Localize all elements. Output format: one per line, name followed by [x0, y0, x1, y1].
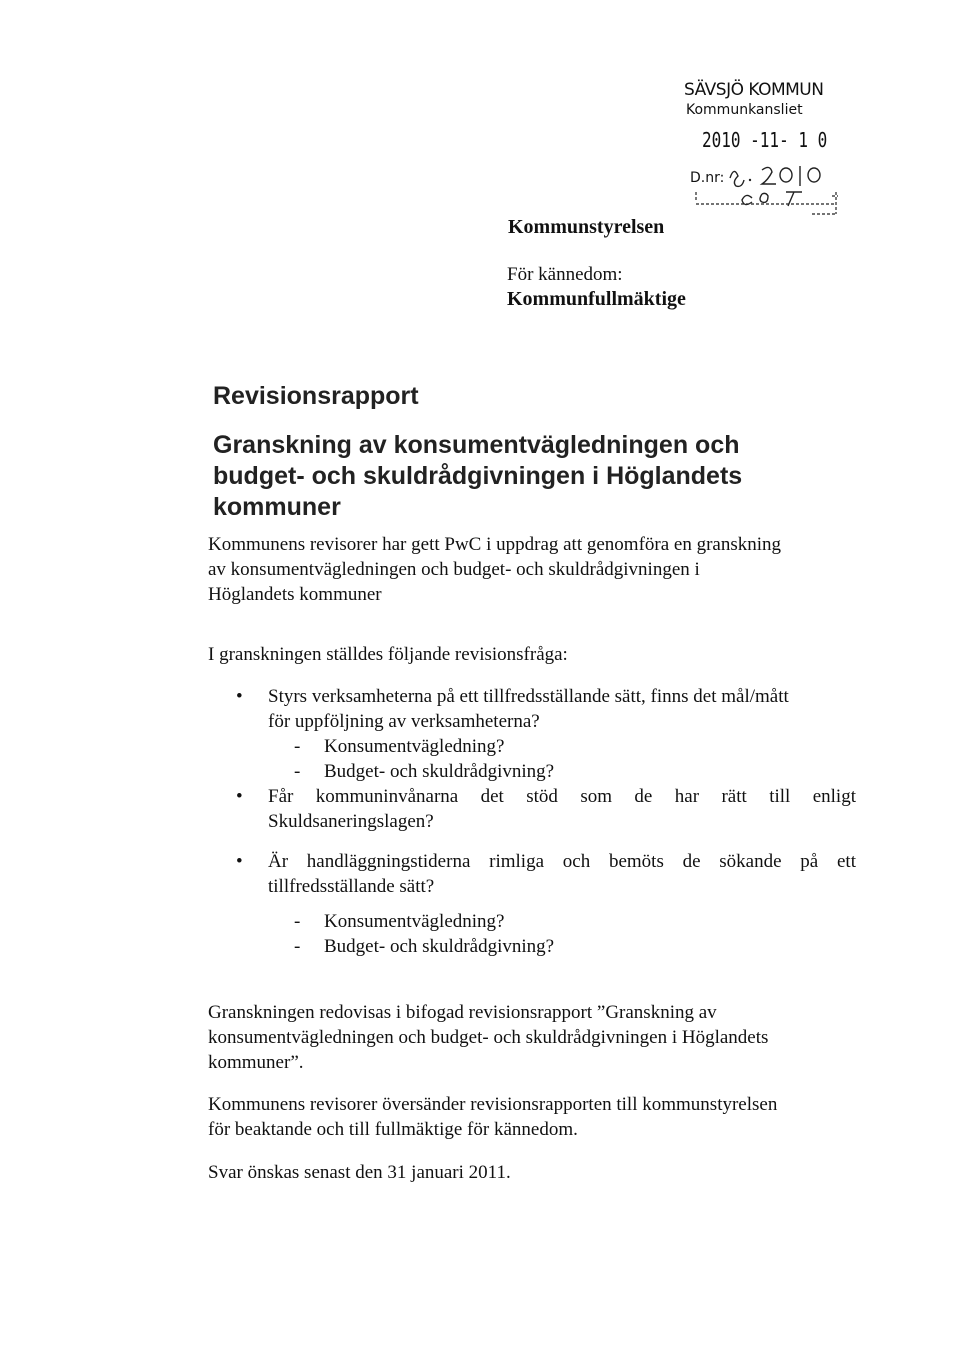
report-title: [213, 430, 813, 523]
reply-request: Svar önskas senast den 31 januari 2011.: [208, 1162, 511, 1183]
question-intro: I granskningen ställdes följande revisionsfråga:: [208, 644, 568, 665]
forward-paragraph: [208, 1092, 858, 1142]
sub-item-text: Konsumentvägledning?: [324, 736, 505, 757]
forward-line: för beaktande och till fullmäktige för kännedom.: [208, 1119, 578, 1140]
sub-item-text: Budget- och skuldrådgivning?: [324, 936, 555, 957]
title-line: budget- och skuldrådgivningen i Höglandets: [213, 462, 743, 490]
list-item: [236, 849, 856, 959]
dash-icon: -: [294, 911, 301, 932]
intro-line: Höglandets kommuner: [208, 584, 382, 605]
stamp-dnr-label: D.nr:: [690, 170, 725, 186]
bullet-icon: •: [236, 851, 243, 872]
intro-paragraph: [208, 532, 858, 607]
bullet-line: Får kommuninvånarna det stöd som de har rätt till enligt: [268, 786, 856, 807]
dash-icon: -: [294, 736, 301, 757]
list-item: [236, 784, 856, 834]
bullet-line: Styrs verksamheterna på ett tillfredsställande sätt, finns det mål/mått: [268, 686, 789, 707]
report-paragraph: [208, 1000, 858, 1075]
dash-icon: -: [294, 761, 301, 782]
title-line: Granskning av konsumentvägledningen och: [213, 431, 740, 459]
report-line: Granskningen redovisas i bifogad revisionsrapport ”Granskning av: [208, 1002, 717, 1023]
stamp-organization: SÄVSJÖ KOMMUN: [684, 80, 824, 100]
forward-line: Kommunens revisorer översänder revisionsrapporten till kommunstyrelsen: [208, 1094, 778, 1115]
sub-item: [294, 909, 504, 934]
list-item: [236, 684, 856, 784]
received-stamp: [684, 80, 844, 230]
sub-item-text: Konsumentvägledning?: [324, 911, 505, 932]
recipient-primary: Kommunstyrelsen: [508, 216, 665, 238]
sub-item: [294, 759, 554, 784]
stamp-date: 2010 -11- 1 0: [702, 128, 828, 152]
sub-item: [294, 734, 504, 759]
stamp-department: Kommunkansliet: [686, 102, 803, 118]
bullet-line: Skuldsaneringslagen?: [268, 811, 434, 832]
bullet-icon: •: [236, 686, 243, 707]
stamp-frame: [692, 190, 840, 216]
bullet-line: tillfredsställande sätt?: [268, 876, 435, 897]
intro-line: av konsumentvägledningen och budget- och skuldrådgivningen i: [208, 559, 700, 580]
sub-item-text: Budget- och skuldrådgivning?: [324, 761, 555, 782]
sub-item: [294, 934, 554, 959]
title-line: kommuner: [213, 493, 341, 521]
cc-label: För kännedom:: [507, 264, 623, 285]
dash-icon: -: [294, 936, 301, 957]
intro-line: Kommunens revisorer har gett PwC i uppdrag att genomföra en granskning: [208, 534, 782, 555]
cc-recipient: Kommunfullmäktige: [507, 288, 686, 310]
bullet-line: för uppföljning av verksamheterna?: [268, 711, 540, 732]
report-line: kommuner”.: [208, 1052, 304, 1073]
document-heading: Revisionsrapport: [213, 382, 419, 410]
bullet-line: Är handläggningstiderna rimliga och bemöts de sökande på ett: [268, 851, 856, 872]
report-line: konsumentvägledningen och budget- och skuldrådgivningen i Höglandets: [208, 1027, 769, 1048]
bullet-icon: •: [236, 786, 243, 807]
